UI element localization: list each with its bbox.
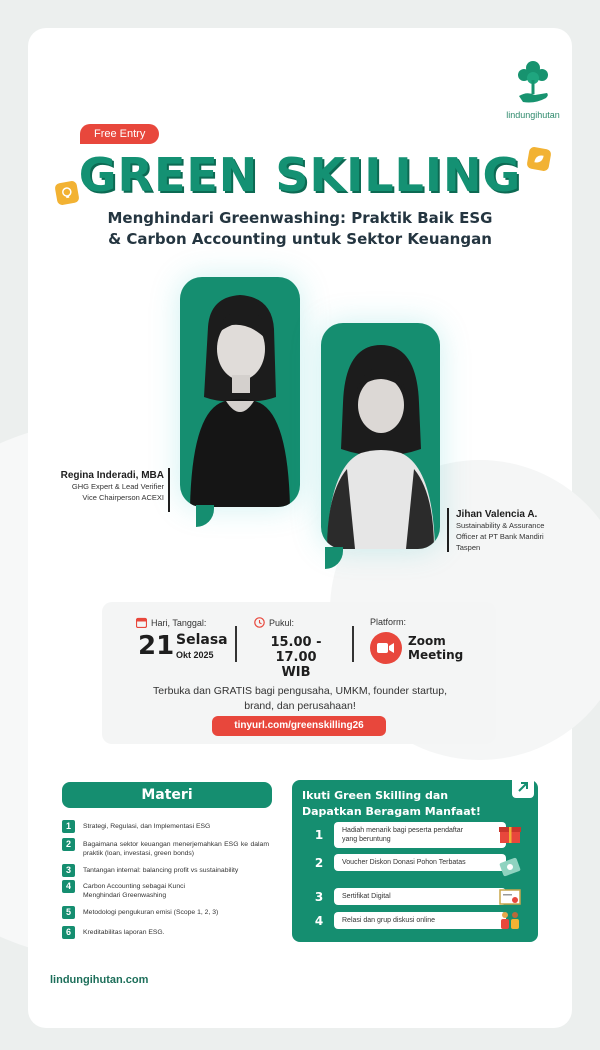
event-divider-2 [352,626,354,662]
time-label-text: Pukul: [269,617,295,628]
calendar-icon [136,617,147,628]
benefit-text: Voucher Diskon Donasi Pohon Terbatas [334,854,506,871]
footer-url[interactable]: lindungihutan.com [50,974,149,986]
audience-line-1: Terbuka dan GRATIS bagi pengusaha, UMKM, founder startup, [153,685,447,697]
date-label [136,617,206,628]
registration-link[interactable]: tinyurl.com/greenskilling26 [212,716,386,736]
group-icon [498,908,522,930]
event-timezone: WIB [281,665,311,680]
speaker-divider-1 [168,468,170,512]
platform-name [408,634,463,662]
event-divider-1 [235,626,237,662]
speaker-role-1a: GHG Expert & Lead Verifier [71,482,164,491]
audience-text [0,684,600,714]
speaker-photo-1 [180,277,300,507]
certificate-icon [498,886,522,908]
event-time [250,635,342,680]
benefit-item [310,912,506,929]
arrow-up-right-icon [512,776,534,798]
platform-name-line-2: Meeting [408,648,464,662]
materi-item [62,906,263,919]
materi-item [62,864,283,877]
speaker-photo-card-2 [321,323,440,549]
benefit-number: 2 [314,855,324,870]
benefit-text: Hadiah menarik bagi peserta pendaftar yang beruntung [334,822,506,848]
speaker-photo-2 [321,323,440,549]
benefit-number: 3 [314,889,324,904]
materi-number: 4 [62,880,75,893]
subtitle-line-1: Menghindari Greenwashing: Praktik Baik ESG [107,209,493,227]
benefit-number: 4 [314,913,324,928]
event-day-name: Selasa [176,632,228,648]
event-month-year: Okt 2025 [176,650,214,660]
materi-number: 1 [62,820,75,833]
speaker-role-2c: Taspen [456,543,481,552]
benefit-text: Sertifikat Digital [334,888,506,905]
materi-item [62,880,213,900]
benefit-item [310,854,506,871]
benefits-heading [302,788,481,820]
event-time-range: 15.00 - 17.00 [270,635,322,665]
zoom-icon [370,632,402,664]
speaker-name-1: Regina Inderadi, MBA [60,470,164,481]
materi-text: Kreditabilitas laporan ESG. [83,929,165,936]
speaker-role-2a: Sustainability & Assurance [456,521,545,530]
subtitle-line-2: & Carbon Accounting untuk Sektor Keuangan [108,230,492,248]
benefits-heading-line-2: Dapatkan Beragam Manfaat! [302,805,481,818]
speaker-role-1b: Vice Chairperson ACEXI [82,493,164,502]
materi-number: 6 [62,926,75,939]
platform-name-line-1: Zoom [408,634,446,648]
speaker-divider-2 [447,508,449,552]
time-label [254,617,294,628]
materi-number: 2 [62,838,75,851]
platform-label: Platform: [370,617,407,627]
benefit-item [310,888,506,905]
benefits-heading-line-1: Ikuti Green Skilling dan [302,789,449,802]
benefits-card [292,780,538,942]
materi-text: Carbon Accounting sebagai Kunci Menghindari Greenwashing [83,883,186,899]
voucher-icon [498,856,522,878]
speaker-info-1 [61,470,164,503]
materi-text: Metodologi pengukuran emisi (Scope 1, 2, 3) [83,909,219,916]
speaker-role-2b: Officer at PT Bank Mandiri [456,532,544,541]
logo-text: lindungihutan [506,110,560,120]
audience-line-2: brand, dan perusahaan! [244,700,356,712]
benefit-number: 1 [314,828,324,842]
materi-heading: Materi [62,782,272,808]
brand-logo [498,58,568,120]
gift-icon [498,822,522,844]
speaker-name-2: Jihan Valencia A. [456,509,538,520]
tree-hand-icon [513,58,553,108]
clock-icon [254,617,265,628]
materi-text: Bagaimana sektor keuangan menerjemahkan ESG ke dalam praktik (loan, investasi, green bonds) [83,841,269,857]
benefit-text: Relasi dan grup diskusi online [334,912,506,929]
materi-number: 3 [62,864,75,877]
speaker-info-2 [456,509,544,553]
materi-item [62,926,263,939]
speaker-photo-card-1 [180,277,300,507]
event-day: 21 [138,631,175,661]
page-title: GREEN SKILLING [78,148,522,202]
materi-text: Strategi, Regulasi, dan Implementasi ESG [83,823,211,830]
benefit-item [310,822,506,848]
date-label-text: Hari, Tanggal: [151,617,207,628]
free-entry-badge: Free Entry [80,124,159,144]
page-subtitle [0,208,600,250]
materi-number: 5 [62,906,75,919]
materi-item [62,838,269,858]
materi-text: Tantangan internal: balancing profit vs sustainability [83,867,239,874]
materi-item [62,820,263,833]
